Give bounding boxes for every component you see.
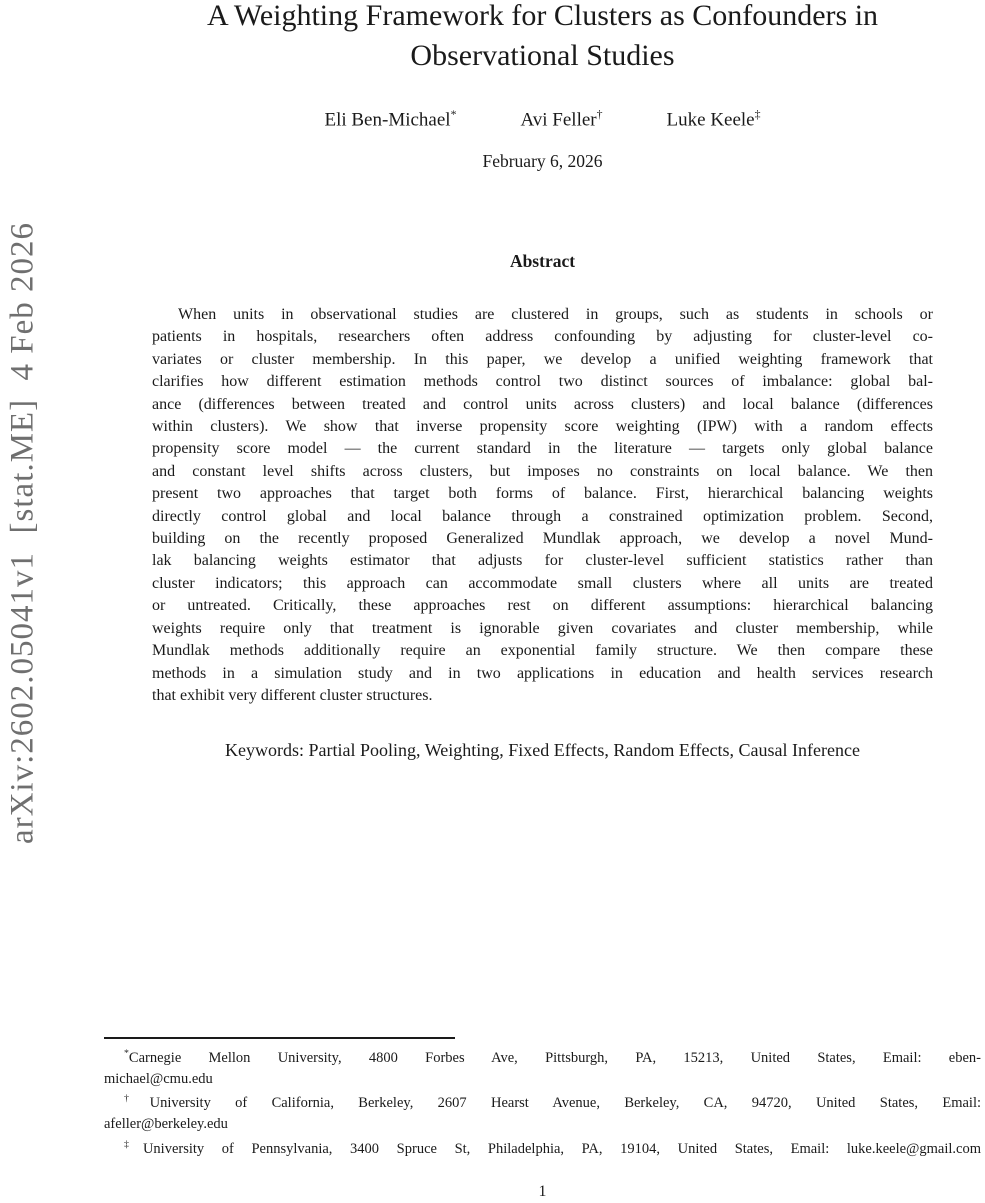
author-2-name: Avi Feller	[520, 109, 597, 131]
paper-title-line-2: Observational Studies	[410, 39, 675, 72]
abstract-line: cluster indicators; this approach can accommodate small clusters where all units are treated	[152, 574, 933, 592]
abstract-line: or untreated. Critically, these approaches rest on different assumptions: hierarchical balancing	[152, 597, 933, 615]
author-2	[520, 103, 602, 132]
abstract-line: Mundlak methods additionally require an exponential family structure. We then compare these	[152, 642, 933, 660]
footnote-1-line-2: michael@cmu.edu	[104, 1070, 213, 1087]
abstract-line: directly control global and local balance through a constrained optimization problem. Second,	[152, 507, 933, 525]
paper-title	[104, 0, 981, 76]
abstract-line: variates or cluster membership. In this paper, we develop a unified weighting framework that	[152, 350, 933, 368]
footnote-3-text: University of Pennsylvania, 3400 Spruce St, Philadelphia, PA, 19104, United States, Email: luke.keele@gmail.com	[142, 1140, 982, 1157]
abstract-line: that exhibit very different cluster structures.	[152, 686, 433, 704]
footnote-2-line-1	[104, 1089, 981, 1114]
abstract-line: weights require only that treatment is ignorable given covariates and cluster membership, while	[152, 619, 933, 637]
abstract-line: within clusters). We show that inverse propensity score weighting (IPW) with a random effects	[152, 418, 933, 436]
abstract-line: building on the recently proposed Generalized Mundlak approach, we develop a novel Mund-	[152, 530, 933, 548]
abstract-line: When units in observational studies are clustered in groups, such as students in schools or	[178, 306, 933, 323]
footnote-2-text: University of California, Berkeley, 2607 Hearst Avenue, Berkeley, CA, 94720, United States, Email:	[149, 1095, 982, 1112]
page-number: 1	[538, 1183, 547, 1200]
keywords-line: Keywords: Partial Pooling, Weighting, Fixed Effects, Random Effects, Causal Inference	[225, 740, 860, 760]
author-1-name: Eli Ben-Michael	[324, 109, 451, 131]
footnote-2-line-2: afeller@berkeley.edu	[104, 1116, 228, 1133]
author-block	[104, 103, 981, 132]
abstract-line: propensity score model — the current standard in the literature — targets only global balance	[152, 440, 933, 458]
double-dagger-mark: ‡	[124, 1138, 143, 1150]
abstract-line: ance (differences between treated and control units across clusters) and local balance (differences	[152, 395, 933, 413]
author-3-footnote-mark: ‡	[754, 108, 761, 121]
abstract-line: and constant level shifts across clusters, but imposes no constraints on local balance. We then	[152, 462, 933, 480]
asterisk-mark: *	[124, 1048, 129, 1059]
footnote-1-text: Carnegie Mellon University, 4800 Forbes Ave, Pittsburgh, PA, 15213, United States, Email: eben-	[128, 1049, 981, 1066]
arxiv-watermark: arXiv:2602.05041v1 [stat.ME] 4 Feb 2026	[4, 221, 41, 845]
abstract-body	[152, 304, 933, 707]
abstract-heading: Abstract	[509, 251, 576, 271]
paper-title-line-1: A Weighting Framework for Clusters as Confounders in	[206, 0, 879, 32]
footnote-rule	[104, 1037, 455, 1039]
footnote-3-line-1	[104, 1135, 981, 1160]
footnotes	[104, 1044, 981, 1159]
abstract-line: present two approaches that target both forms of balance. First, hierarchical balancing weights	[152, 485, 933, 503]
abstract-line: methods in a simulation study and in two applications in education and health services research	[152, 664, 933, 682]
paper-date: February 6, 2026	[482, 151, 603, 171]
abstract-line: lak balancing weights estimator that adjusts for cluster-level sufficient statistics rather than	[152, 552, 933, 570]
abstract-line: clarifies how different estimation methods control two distinct sources of imbalance: global bal-	[152, 373, 933, 391]
author-3-name: Luke Keele	[666, 109, 755, 131]
abstract-line: patients in hospitals, researchers often address confounding by adjusting for cluster-level co-	[152, 328, 933, 346]
author-1	[324, 103, 456, 132]
dagger-mark: †	[124, 1093, 150, 1105]
author-2-footnote-mark: †	[596, 108, 603, 121]
footnote-1-line-1	[104, 1044, 981, 1069]
author-3	[667, 103, 761, 132]
author-1-footnote-mark: *	[450, 108, 457, 121]
